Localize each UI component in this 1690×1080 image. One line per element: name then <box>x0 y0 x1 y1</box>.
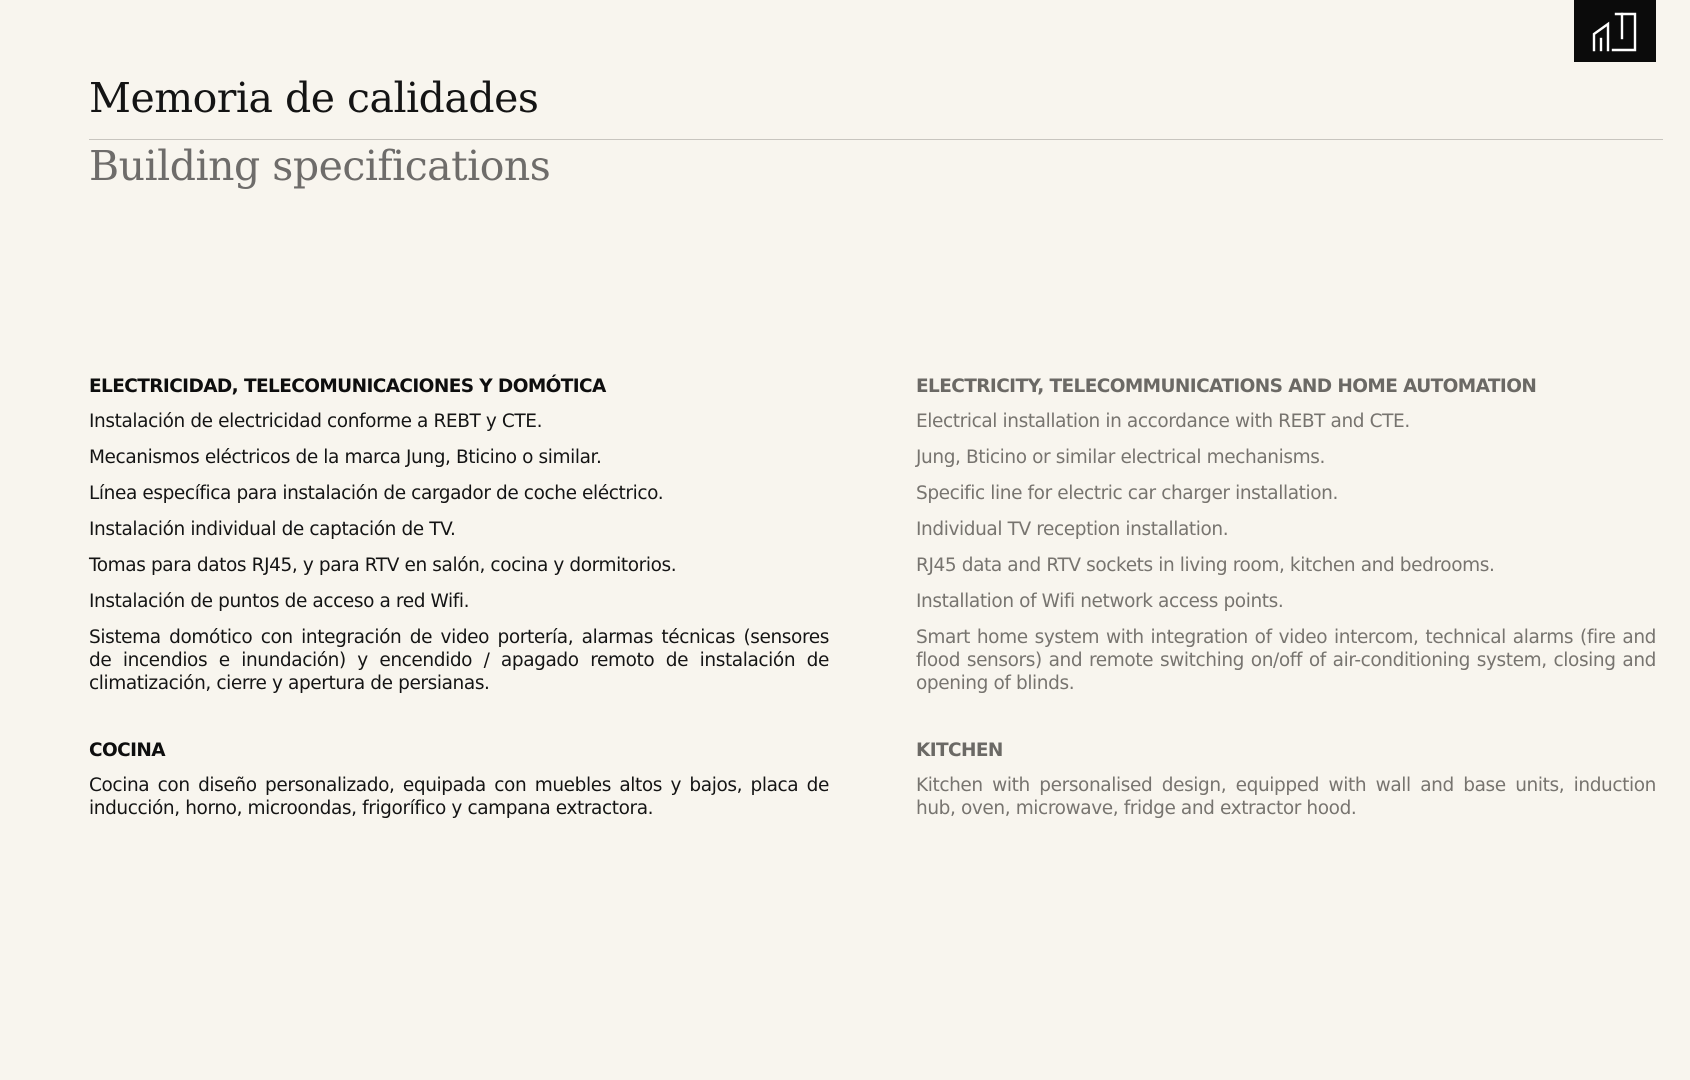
spec-item: Línea específica para instalación de cargador de coche eléctrico. <box>89 483 664 504</box>
spec-item: Smart home system with integration of video intercom, technical alarms (fire and flood sensors) and remote switching on/off of air-conditioning system, closing and opening of blinds. <box>916 627 1656 694</box>
section-electricity-es <box>89 375 829 695</box>
brand-logo[interactable] <box>1574 0 1656 62</box>
english-specifications-column <box>916 375 1656 820</box>
title-divider <box>89 139 1663 140</box>
spec-item: Instalación individual de captación de TV. <box>89 519 456 540</box>
section-heading: ELECTRICIDAD, TELECOMUNICACIONES Y DOMÓTICA <box>89 376 606 397</box>
spec-item: Installation of Wifi network access points. <box>916 591 1284 612</box>
spec-item: Instalación de puntos de acceso a red Wifi. <box>89 591 470 612</box>
spec-item: Electrical installation in accordance with REBT and CTE. <box>916 411 1410 432</box>
spec-item: Tomas para datos RJ45, y para RTV en salón, cocina y dormitorios. <box>89 555 677 576</box>
spec-item: Individual TV reception installation. <box>916 519 1229 540</box>
spec-item: Jung, Bticino or similar electrical mechanisms. <box>916 447 1325 468</box>
section-heading: ELECTRICITY, TELECOMMUNICATIONS AND HOME AUTOMATION <box>916 376 1537 397</box>
spec-item: Instalación de electricidad conforme a REBT y CTE. <box>89 411 543 432</box>
section-heading: COCINA <box>89 740 165 761</box>
spec-item: RJ45 data and RTV sockets in living room, kitchen and bedrooms. <box>916 555 1495 576</box>
section-heading: KITCHEN <box>916 740 1003 761</box>
spec-item: Kitchen with personalised design, equipped with wall and base units, induction hub, oven, microwave, fridge and extractor hood. <box>916 775 1656 819</box>
section-kitchen-en <box>916 739 1656 820</box>
spec-item: Specific line for electric car charger installation. <box>916 483 1338 504</box>
spec-item: Cocina con diseño personalizado, equipada con muebles altos y bajos, placa de inducción, horno, microondas, frigorífico y campana extractora. <box>89 775 829 819</box>
spanish-specifications-column <box>89 375 829 820</box>
section-electricity-en <box>916 375 1656 695</box>
page-title-english: Building specifications <box>89 142 551 190</box>
section-kitchen-es <box>89 739 829 820</box>
page-title-spanish: Memoria de calidades <box>89 74 539 122</box>
spec-item: Mecanismos eléctricos de la marca Jung, Bticino o similar. <box>89 447 602 468</box>
house-outline-icon <box>1592 10 1638 52</box>
spec-item: Sistema domótico con integración de video portería, alarmas técnicas (sensores de incendios e inundación) y encendido / apagado remoto de instalación de climatización, cierre y apertura de persianas. <box>89 627 829 694</box>
